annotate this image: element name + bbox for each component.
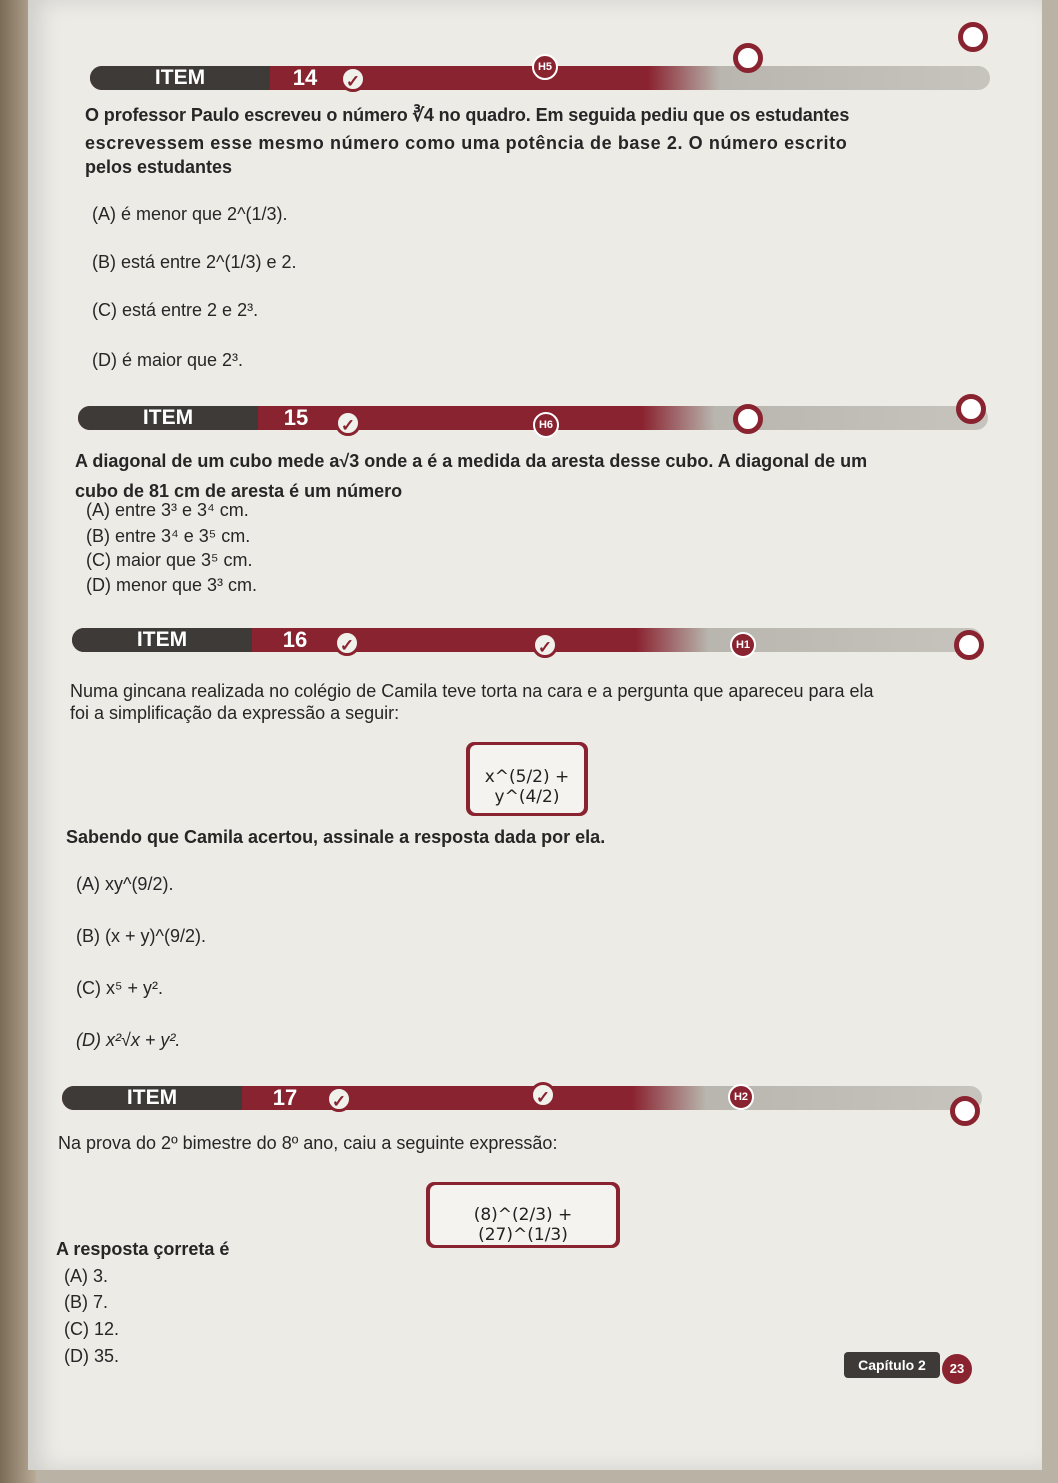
- item-header-16: [72, 624, 982, 654]
- option-b[interactable]: (B) está entre 2^(1/3) e 2.: [92, 252, 297, 272]
- page-number: 23: [942, 1354, 972, 1384]
- option-d[interactable]: (D) 35.: [64, 1346, 120, 1366]
- option-a[interactable]: (A) 3.: [64, 1266, 109, 1286]
- option-b[interactable]: (B) entre 3⁴ e 3⁵ cm.: [86, 526, 251, 546]
- item-prompt: Sabendo que Camila acertou, assinale a resposta dada por ela.: [66, 827, 606, 847]
- option-c[interactable]: (C) 12.: [64, 1319, 120, 1339]
- check-icon: ✓: [326, 1086, 352, 1112]
- expression-box: [426, 1182, 620, 1248]
- option-d[interactable]: (D) menor que 3³ cm.: [86, 575, 258, 595]
- item-number: 15: [283, 405, 309, 430]
- option-c[interactable]: (C) x⁵ + y².: [76, 978, 163, 998]
- habilidade-badge: H5: [532, 54, 558, 80]
- option-d[interactable]: (D) é maior que 2³.: [92, 350, 244, 370]
- habilidade-badge: H2: [728, 1084, 754, 1110]
- item-label: ITEM: [90, 66, 270, 90]
- item-header-17: [62, 1082, 982, 1112]
- item-label: ITEM: [62, 1086, 242, 1110]
- expression: (8)^(2/3) + (27)^(1/3): [473, 1205, 573, 1245]
- check-icon: ✓: [530, 1082, 556, 1108]
- progress-ring-icon: [954, 630, 984, 660]
- statement-line: pelos estudantes: [85, 157, 233, 177]
- statement-line: foi a simplificação da expressão a seguir:: [70, 703, 400, 723]
- option-d[interactable]: (D) x²√x + y².: [76, 1030, 181, 1050]
- statement-line: escrevessem esse mesmo número como uma potência de base 2. O número escrito: [85, 133, 848, 153]
- expression-box-inner: [470, 745, 584, 813]
- progress-ring-icon: [956, 394, 986, 424]
- option-b[interactable]: (B) (x + y)^(9/2).: [76, 926, 206, 946]
- expression: x^(5/2) + y^(4/2): [484, 767, 570, 807]
- check-icon: ✓: [335, 410, 361, 436]
- option-c[interactable]: (C) está entre 2 e 2³.: [92, 300, 259, 320]
- item-label: ITEM: [78, 406, 258, 430]
- item-number: 14: [292, 65, 318, 90]
- statement-line: Na prova do 2º bimestre do 8º ano, caiu a seguinte expressão:: [58, 1133, 558, 1153]
- habilidade-badge: H6: [533, 412, 559, 438]
- statement-line: cubo de 81 cm de aresta é um número: [75, 481, 403, 501]
- item-number: 17: [272, 1085, 298, 1110]
- habilidade-badge: H1: [730, 632, 756, 658]
- option-a[interactable]: (A) entre 3³ e 3⁴ cm.: [86, 500, 249, 520]
- item-label: ITEM: [72, 628, 252, 652]
- expression-box-inner: [430, 1185, 616, 1245]
- progress-ring-icon: [733, 404, 763, 434]
- progress-ring-icon: [733, 43, 763, 73]
- statement-line: A diagonal de um cubo mede a√3 onde a é a medida da aresta desse cubo. A diagonal de um: [75, 451, 868, 471]
- check-icon: ✓: [340, 66, 366, 92]
- expression-box: [466, 742, 588, 816]
- statement-line: Numa gincana realizada no colégio de Camila teve torta na cara e a pergunta que apareceu para ela: [70, 681, 874, 701]
- option-a[interactable]: (A) é menor que 2^(1/3).: [92, 204, 288, 224]
- check-icon: ✓: [334, 630, 360, 656]
- progress-ring-icon: [958, 22, 988, 52]
- item-number: 16: [282, 627, 308, 652]
- option-b[interactable]: (B) 7.: [64, 1292, 109, 1312]
- check-icon: ✓: [532, 632, 558, 658]
- item-prompt: A resposta çorreta é: [56, 1239, 230, 1259]
- option-c[interactable]: (C) maior que 3⁵ cm.: [86, 550, 253, 570]
- chapter-label: Capítulo 2: [844, 1352, 940, 1378]
- option-a[interactable]: (A) xy^(9/2).: [76, 874, 174, 894]
- statement-line: O professor Paulo escreveu o número ∛4 no quadro. Em seguida pediu que os estudantes: [85, 105, 850, 125]
- progress-ring-icon: [950, 1096, 980, 1126]
